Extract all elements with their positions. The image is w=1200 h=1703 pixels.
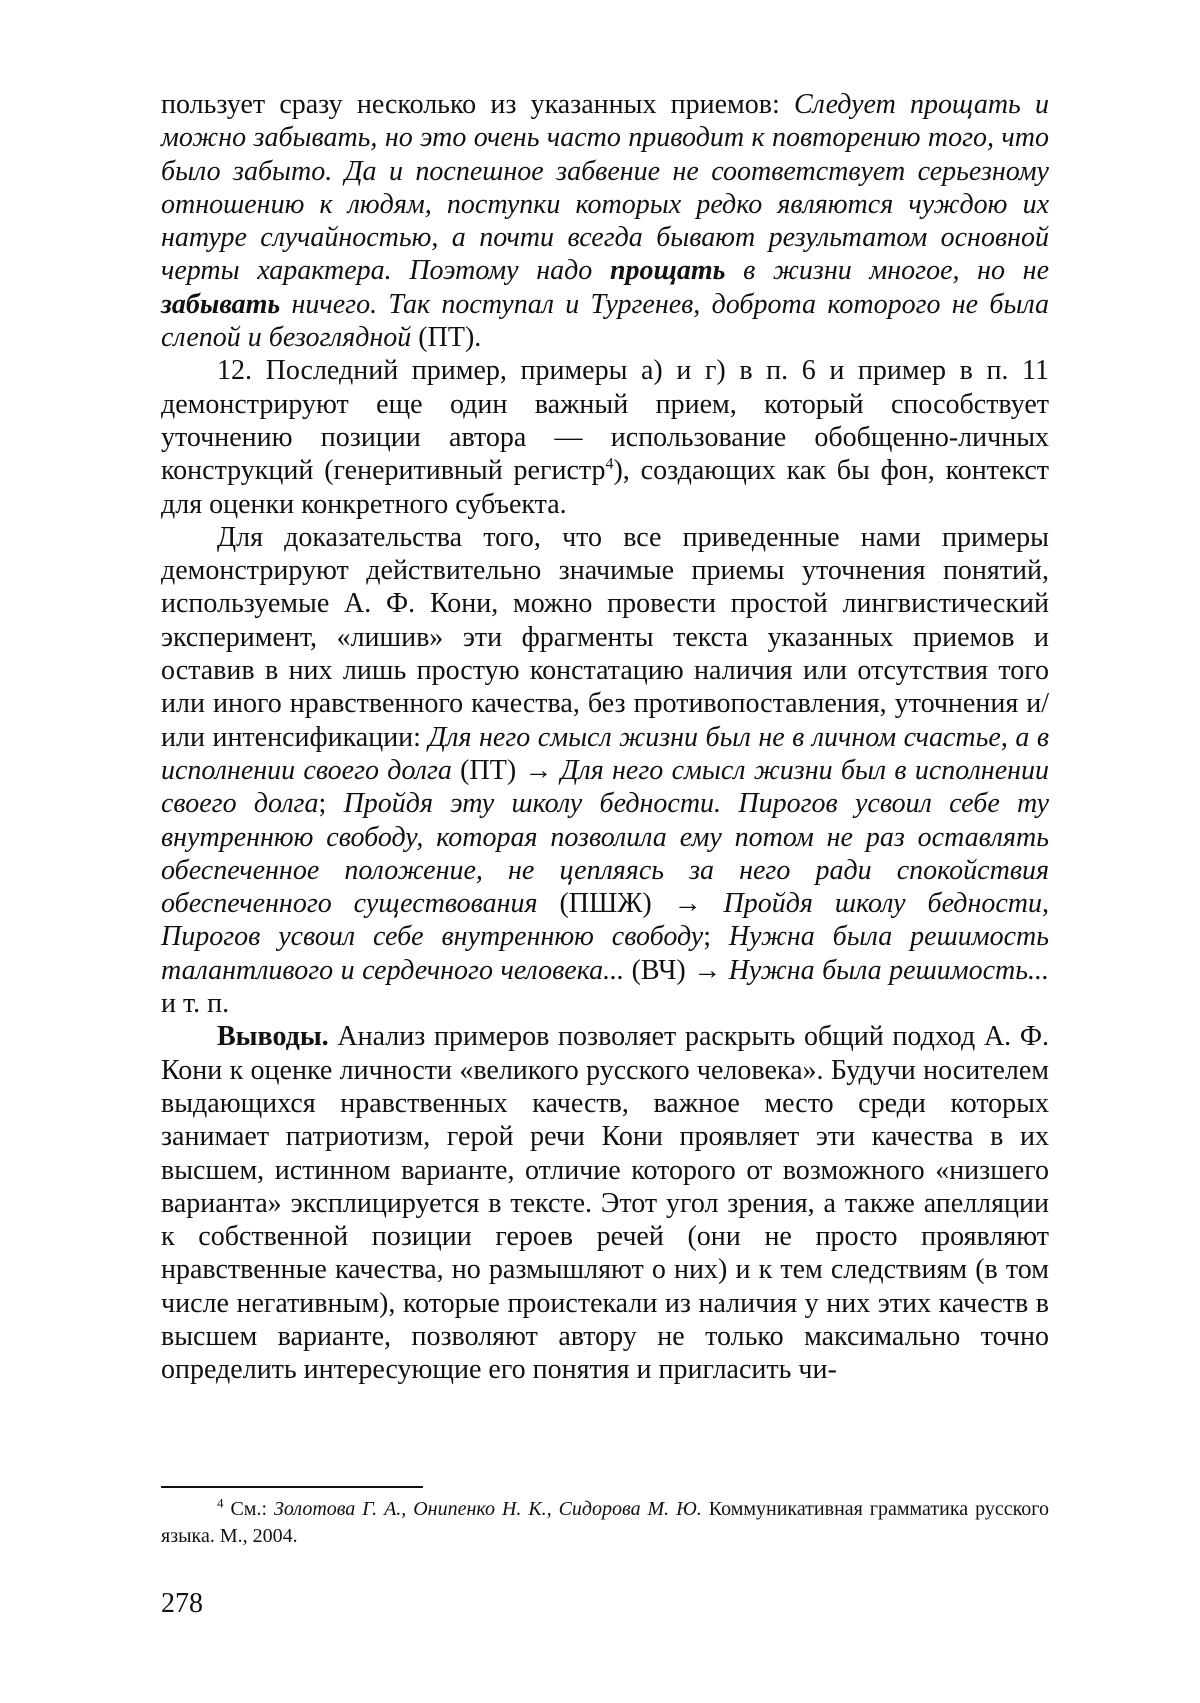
- quote-italic: ничего. Так поступал и Тургенев, доброта которого не была слепой и безоглядной: [161, 289, 1049, 353]
- paragraph-1: [161, 88, 1049, 354]
- text-run: ;: [318, 788, 343, 819]
- footnote-text: См.:: [224, 1498, 274, 1520]
- text-run: Для доказательства того, что все приведенные нами примеры демонстрируют действительно значимые приемы уточнения понятий, используемые А. Ф. Кони, можно провести простой лингвистический эксперимент, «лишив» эти фрагменты текста указанных приемов и оставив в них лишь простую констатацию наличия или отсутствия того или иного нравственного качества, без противопоставления, уточнения и/или интенсификации:: [161, 522, 1049, 753]
- emphasis-bold: забывать: [161, 289, 280, 320]
- quote-italic: Для него смысл жизни был не в личном счастье, а в исполнении своего долга: [161, 722, 1049, 786]
- paragraph-2: [161, 354, 1049, 520]
- quote-italic: Нужна была решимость талантливого и сердечного человека...: [161, 921, 1049, 985]
- text-run: и т. п.: [161, 988, 229, 1019]
- text-run: 12. Последний пример, примеры а) и г) в п. 6 и пример в п. 11 демонстрируют еще один важный прием, который способствует уточнению позиции автора — использование обобщенно-личных конструкций (генеритивный регистр: [161, 355, 1049, 486]
- emphasis-bold: прощать: [610, 255, 725, 286]
- footnote-text: Коммуникативная грамматика русского языка. М., 2004.: [161, 1498, 1049, 1547]
- section-heading: Выводы.: [217, 1021, 329, 1052]
- quote-italic: Нужна была решимость...: [729, 955, 1049, 986]
- text-run: ;: [703, 921, 729, 952]
- footnote-divider: [161, 1486, 423, 1488]
- footnote-number: 4: [217, 1495, 224, 1510]
- footnote: [161, 1496, 1049, 1550]
- source-ref: (ПШЖ) →: [538, 888, 724, 919]
- source-ref: (ПТ).: [411, 322, 481, 353]
- quote-italic: Следует прощать и можно забывать, но это очень часто приводит к повторению того, что было забыто. Да и поспешное забвение не соответствует серьезному отношению к людям, поступки которых редко являются чуждою их натуре случайностью, а почти всегда бывают результатом основной черты характера. Поэтому надо: [161, 89, 1049, 286]
- quote-italic: Пройдя эту школу бедности. Пирогов усвоил себе ту внутреннюю свободу, которая позволила ему потом не раз оставлять обеспеченное положение, не цепляясь за него ради спокойствия обеспеченного существования: [161, 788, 1049, 919]
- quote-italic: в жизни многое, но не: [725, 255, 1049, 286]
- text-run: Анализ примеров позволяет раскрыть общий подход А. Ф. Кони к оценке личности «великого русского человека». Будучи носителем выдающихся нравственных качеств, важное место среди которых занимает патриотизм, герой речи Кони проявляет эти качества в их высшем, истинном варианте, отличие которого от возможного «низшего варианта» эксплицируется в тексте. Этот угол зрения, а также апелляции к собственной позиции героев речей (они не просто проявляют нравственные качества, но размышляют о них) и к тем следствиям (в том числе негативным), которые проистекали из наличия у них этих качеств в высшем варианте, позволяют автору не только максимально точно определить интересующие его понятия и пригласить чи-: [161, 1021, 1049, 1385]
- footnote-ref[interactable]: 4: [605, 456, 613, 473]
- paragraph-conclusions: [161, 1020, 1049, 1386]
- quote-italic: Для него смысл жизни был в исполнении своего долга: [161, 755, 1049, 819]
- text-run: пользует сразу несколько из указанных приемов:: [161, 89, 794, 120]
- source-ref: (ПТ) →: [452, 755, 561, 786]
- text-run: ), создающих как бы фон, контекст для оценки конкретного субъекта.: [161, 455, 1049, 519]
- source-ref: (ВЧ) →: [624, 955, 729, 986]
- main-text: [161, 88, 1049, 1387]
- page-number: 278: [161, 1588, 203, 1620]
- quote-italic: Пройдя школу бедности, Пирогов усвоил себе внутреннюю свободу: [161, 888, 1049, 952]
- paragraph-3: [161, 521, 1049, 1020]
- footnote-authors: Золотова Г. А., Онипенко Н. К., Сидорова М. Ю.: [274, 1498, 702, 1520]
